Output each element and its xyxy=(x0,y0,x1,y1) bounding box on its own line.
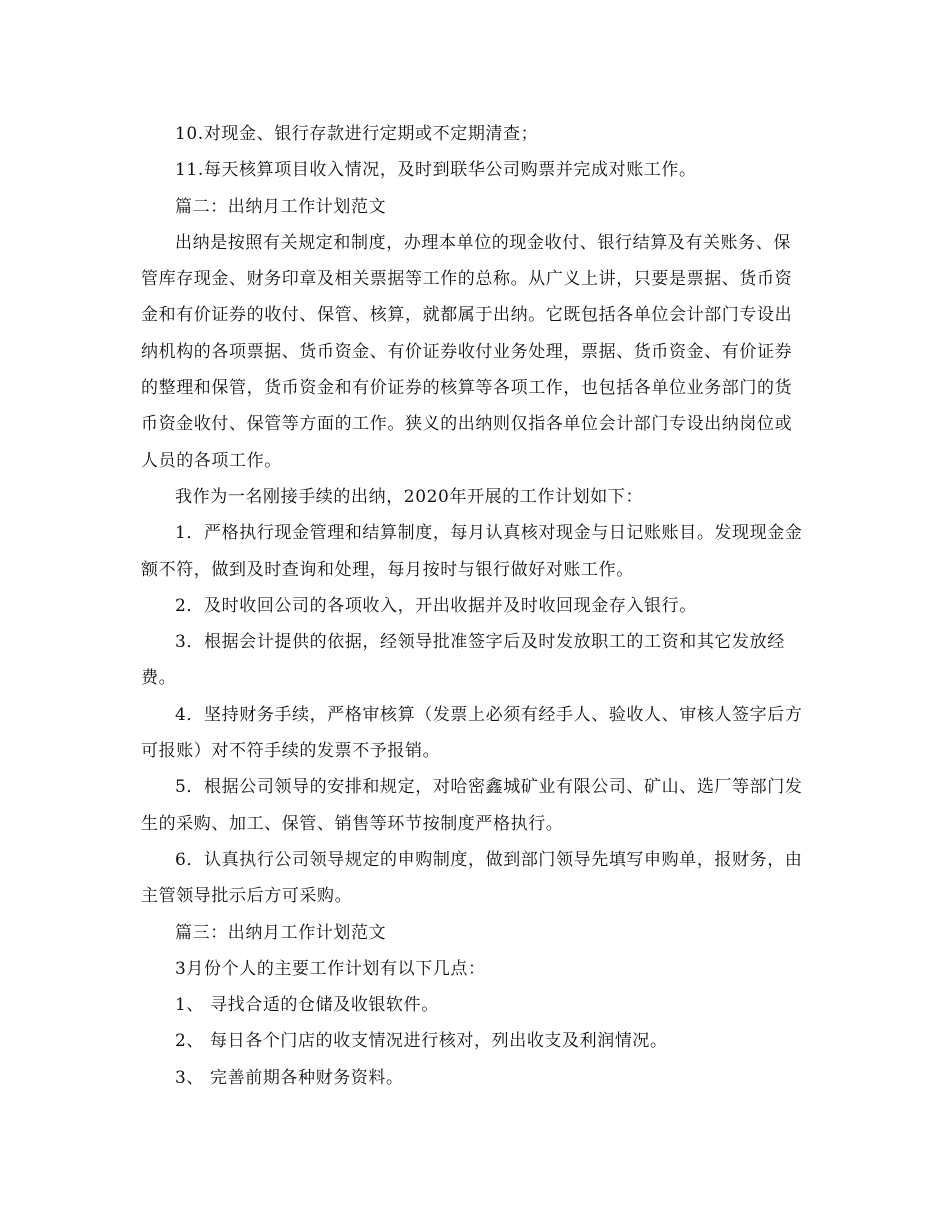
plan-item-5: 5．根据公司领导的安排和规定，对哈密鑫城矿业有限公司、矿山、选厂等部门发生的采购、加工、保管、销售等环节按制度严格执行。 xyxy=(141,777,803,834)
plan-item-3: 3．根据会计提供的依据，经领导批准签字后及时发放职工的工资和其它发放经费。 xyxy=(141,632,785,689)
section-heading-2: 篇二：出纳月工作计划范文 xyxy=(175,196,387,217)
plan-item-2: 2．及时收回公司的各项收入，开出收据并及时收回现金存入银行。 xyxy=(175,595,697,616)
plan-item-6: 6．认真执行公司领导规定的申购制度，做到部门领导先填写申购单，报财务，由主管领导批示后方可采购。 xyxy=(141,849,803,907)
march-plan-item-2: 2、 每日各个门店的收支情况进行核对，列出收支及利润情况。 xyxy=(175,1031,668,1052)
paragraph-definition: 出纳是按照有关规定和制度，办理本单位的现金收付、银行结算及有关账务、保管库存现金、财务印章及相关票据等工作的总称。从广义上讲，只要是票据、货币资金和有价证券的收付、保管、核算，就都属于出纳。它既包括各单位会计部门专设出纳机构的各项票据、货币资金、有价证券收付业务处理，票据、货币资金、有价证券的整理和保管，货币资金和有价证券的核算等各项工作，也包括各单位业务部门的货币资金收付、保管等方面的工作。狭义的出纳则仅指各单位会计部门专设出纳岗位或人员的各项工作。 xyxy=(141,232,793,471)
paragraph-plan-intro: 我作为一名刚接手续的出纳，2020年开展的工作计划如下： xyxy=(175,486,644,507)
plan-item-4: 4．坚持财务手续，严格审核算（发票上必须有经手人、验收人、审核人签字后方可报账）对不符手续的发票不予报销。 xyxy=(141,704,803,762)
march-plan-item-1: 1、 寻找合适的仓储及收银软件。 xyxy=(175,995,439,1016)
march-plan-intro: 3月份个人的主要工作计划有以下几点： xyxy=(175,958,486,979)
march-plan-item-3: 3、 完善前期各种财务资料。 xyxy=(175,1067,404,1088)
paragraph-item-11: 11.每天核算项目收入情况，及时到联华公司购票并完成对账工作。 xyxy=(175,160,697,181)
plan-item-1: 1．严格执行现金管理和结算制度，每月认真核对现金与日记账账目。发现现金金额不符，做到及时查询和处理，每月按时与银行做好对账工作。 xyxy=(141,523,803,580)
document-body xyxy=(141,116,806,1096)
section-heading-3: 篇三：出纳月工作计划范文 xyxy=(175,922,387,943)
paragraph-item-10: 10.对现金、银行存款进行定期或不定期清查； xyxy=(175,124,539,144)
